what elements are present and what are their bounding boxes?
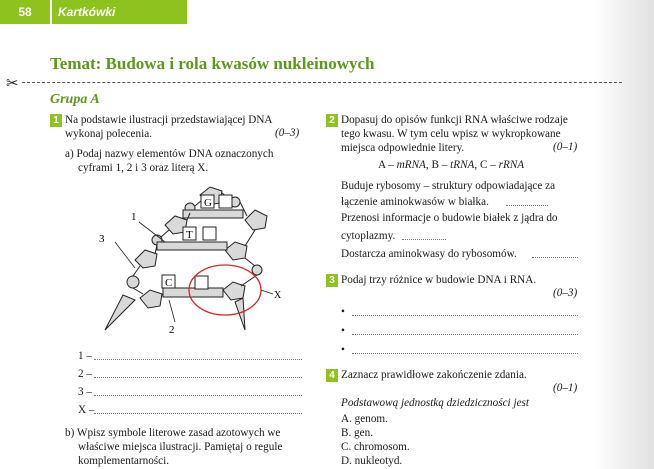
base-pair-top	[183, 210, 243, 218]
sugar-pentagon-6	[140, 290, 162, 308]
task4-option-b[interactable]: B. gen.	[341, 427, 374, 439]
task4-option-d[interactable]: D. nukleotyd.	[341, 455, 403, 467]
sugar-pentagon-1	[135, 250, 157, 268]
answer-line-x[interactable]	[94, 413, 302, 414]
answer-box-t	[203, 227, 216, 240]
task2-desc1-line2: łączenie aminokwasów w białka.	[341, 196, 489, 208]
sugar-pentagon-4	[245, 210, 267, 230]
scissors-icon: ✂	[6, 74, 19, 92]
task2-number: 2	[326, 114, 338, 127]
task2-options: A – mRNA, B – tRNA, C – rRNA	[378, 159, 525, 171]
task3-bullet-1: •	[341, 306, 345, 318]
cut-line	[22, 82, 622, 83]
task3-answer-2[interactable]	[352, 334, 578, 335]
base-label-t: T	[186, 229, 193, 241]
base-pair-middle	[157, 242, 227, 250]
task4-line1: Zaznacz prawidłowe zakończenie zdania.	[341, 369, 527, 381]
task2-desc2-line1: Przenosi informacje o budowie białek z jądra do	[341, 212, 558, 224]
figure-label-3: 3	[99, 233, 105, 245]
task4-points: (0–1)	[553, 382, 578, 394]
task2-answer-3[interactable]	[532, 257, 578, 258]
page-number: 58	[0, 0, 52, 24]
task4-number: 4	[326, 369, 338, 382]
answer-label-1: 1 –	[78, 350, 92, 362]
task1-b-line3: komplementarności.	[78, 455, 170, 467]
task1-b-line2: właściwe miejsca ilustracji. Pamiętaj o regule	[78, 441, 283, 453]
task3-bullet-3: •	[341, 344, 345, 356]
phosphate-5	[252, 265, 262, 275]
figure-label-2: 2	[169, 324, 175, 336]
task1-number: 1	[50, 114, 62, 127]
task1-points: (0–3)	[275, 127, 300, 139]
task1-a-line2: cyframi 1, 2 i 3 oraz literą X.	[78, 162, 209, 174]
phosphate-1	[127, 276, 139, 288]
task2-line3: miejsca odpowiednie litery.	[341, 142, 465, 154]
dna-figure	[95, 180, 295, 340]
section-label: Kartkówki	[58, 5, 116, 19]
task2-desc3: Dostarcza aminokwasy do rybosomów.	[341, 248, 517, 260]
answer-line-2[interactable]	[94, 377, 302, 378]
task2-line1: Dopasuj do opisów funkcji RNA właściwe rodzaje	[341, 114, 568, 126]
task3-line1: Podaj trzy różnice w budowie DNA i RNA.	[341, 274, 537, 286]
task4-stem: Podstawową jednostką dziedziczności jest	[341, 397, 530, 409]
group-heading: Grupa A	[50, 92, 100, 107]
page-shadow	[594, 0, 654, 469]
task2-line2: tego kwasu. W tym celu wpisz w wykropkowane	[341, 128, 561, 140]
figure-label-1: 1	[131, 211, 137, 223]
task1-intro-line2: wykonaj polecenia.	[65, 128, 152, 140]
task2-points: (0–1)	[553, 141, 578, 153]
task1-intro-line1: Na podstawie ilustracji przedstawiającej DNA	[65, 114, 273, 126]
figure-label-x: X	[274, 290, 282, 301]
task1-b-line1: b) Wpisz symbole literowe zasad azotowych we	[65, 427, 281, 439]
answer-box-g	[219, 195, 232, 208]
task2-desc1-line1: Buduje rybosomy – struktury odpowiadające za	[341, 180, 556, 192]
task2-answer-1[interactable]	[506, 205, 548, 206]
page-title: Temat: Budowa i rola kwasów nukleinowych	[50, 54, 375, 73]
task3-points: (0–3)	[553, 287, 578, 299]
task3-answer-3[interactable]	[352, 353, 578, 354]
task4-option-a[interactable]: A. genom.	[341, 413, 388, 425]
task3-number: 3	[326, 274, 338, 287]
answer-line-3[interactable]	[94, 395, 302, 396]
sugar-pentagon-7	[223, 282, 245, 300]
task3-bullet-2: •	[341, 325, 345, 337]
sugar-pentagon-5	[225, 242, 247, 260]
task2-answer-2[interactable]	[402, 239, 446, 240]
answer-label-x: X –	[78, 404, 95, 416]
task2-desc2-line2: cytoplazmy.	[341, 230, 396, 242]
base-label-g: G	[204, 197, 212, 209]
task3-answer-1[interactable]	[352, 315, 578, 316]
base-label-c: C	[165, 277, 173, 289]
answer-box-c	[195, 276, 208, 289]
strand-tail-left	[105, 295, 135, 330]
answer-line-1[interactable]	[94, 359, 302, 360]
base-pair-bottom	[163, 288, 223, 297]
answer-label-2: 2 –	[78, 368, 92, 380]
task4-option-c[interactable]: C. chromosom.	[341, 441, 410, 453]
answer-label-3: 3 –	[78, 386, 92, 398]
task1-a-line1: a) Podaj nazwy elementów DNA oznaczonych	[65, 148, 274, 160]
